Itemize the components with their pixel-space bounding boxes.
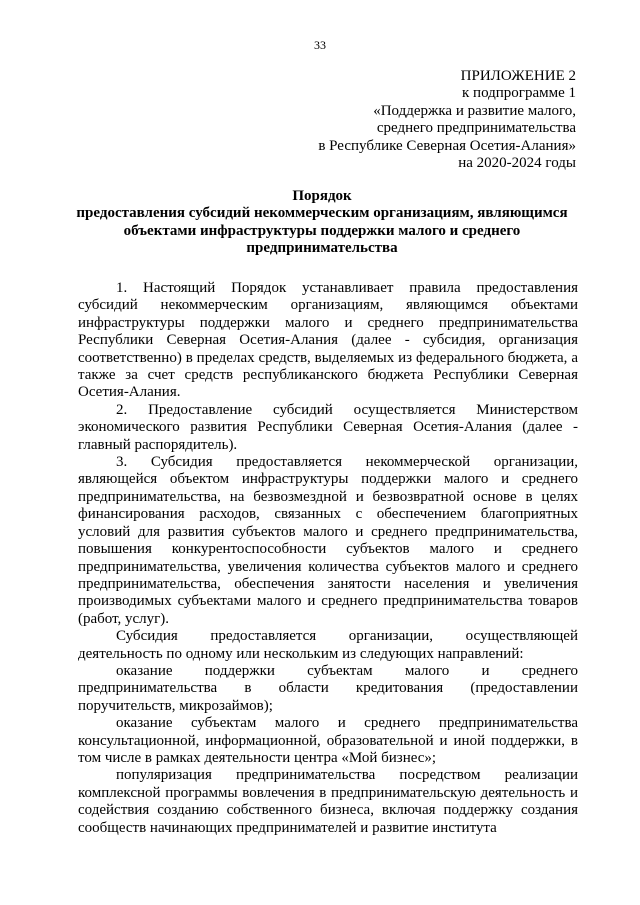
document-body [78,280,578,837]
title-heading: Порядок [292,188,352,204]
paragraph-subsidy-directions: Субсидия предоставляется организации, осуществляющей деятельность по одному или нескольким из следующих направлений: [78,628,578,662]
page-number: 33 [314,38,326,52]
attachment-line: среднего предпринимательства [376,120,576,137]
attachment-line: в Республике Северная Осетия-Алания» [318,137,576,154]
paragraph-direction-crediting: оказание поддержки субъектам малого и среднего предпринимательства в области кредитования (предоставлении поручительств, микрозаймов); [78,662,578,714]
paragraph-3: 3. Субсидия предоставляется некоммерческой организации, являющейся объектом инфраструктуры поддержки малого и среднего предпринимательства, на безвозмездной и безвозвратной основе в целях финансирования расходов, связанных с обеспечением благоприятных условий для развития субъектов малого и среднего предпринимательства, повышения конкурентоспособности субъектов малого и среднего предпринимательства, увеличения количества субъектов малого и среднего предпринимательства, обеспечения занятости населения и увеличения производимых субъектами малого и среднего предпринимательства товаров (работ, услуг). [78,454,578,627]
attachment-line: «Поддержка и развитие малого, [373,102,576,119]
attachment-line: ПРИЛОЖЕНИЕ 2 [460,68,576,84]
paragraph-direction-popularization: популяризация предпринимательства посредством реализации комплексной программы вовлечения в предпринимательскую деятельность и содействия созданию собственного бизнеса, включая поддержку создания сообществ начинающих предпринимателей и развитие института [78,767,578,836]
paragraph-direction-consulting: оказание субъектам малого и среднего предпринимательства консультационной, информационной, образовательной и иной поддержки, в том числе в рамках деятельности центра «Мой бизнес»; [78,715,578,766]
attachment-line: к подпрограмме 1 [462,85,576,102]
document-title [72,188,572,258]
paragraph-1: 1. Настоящий Порядок устанавливает правила предоставления субсидий некоммерческим организациям, являющимся объектами инфраструктуры поддержки малого и среднего предпринимательства Республики Северная Осетия-Алания (далее - субсидия, организация соответственно) в пределах средств, выделяемых из федерального бюджета, а также за счет средств республиканского бюджета Республики Северная Осетия-Алания. [78,280,578,401]
paragraph-2: 2. Предоставление субсидий осуществляется Министерством экономического развития Республики Северная Осетия-Алания (далее - главный распорядитель). [78,401,578,453]
title-subheading: предоставления субсидий некоммерческим организациям, являющимся объектами инфраструктуры поддержки малого и среднего предпринимательства [76,205,568,257]
attachment-line: на 2020-2024 годы [458,155,576,172]
attachment-header [318,68,576,172]
